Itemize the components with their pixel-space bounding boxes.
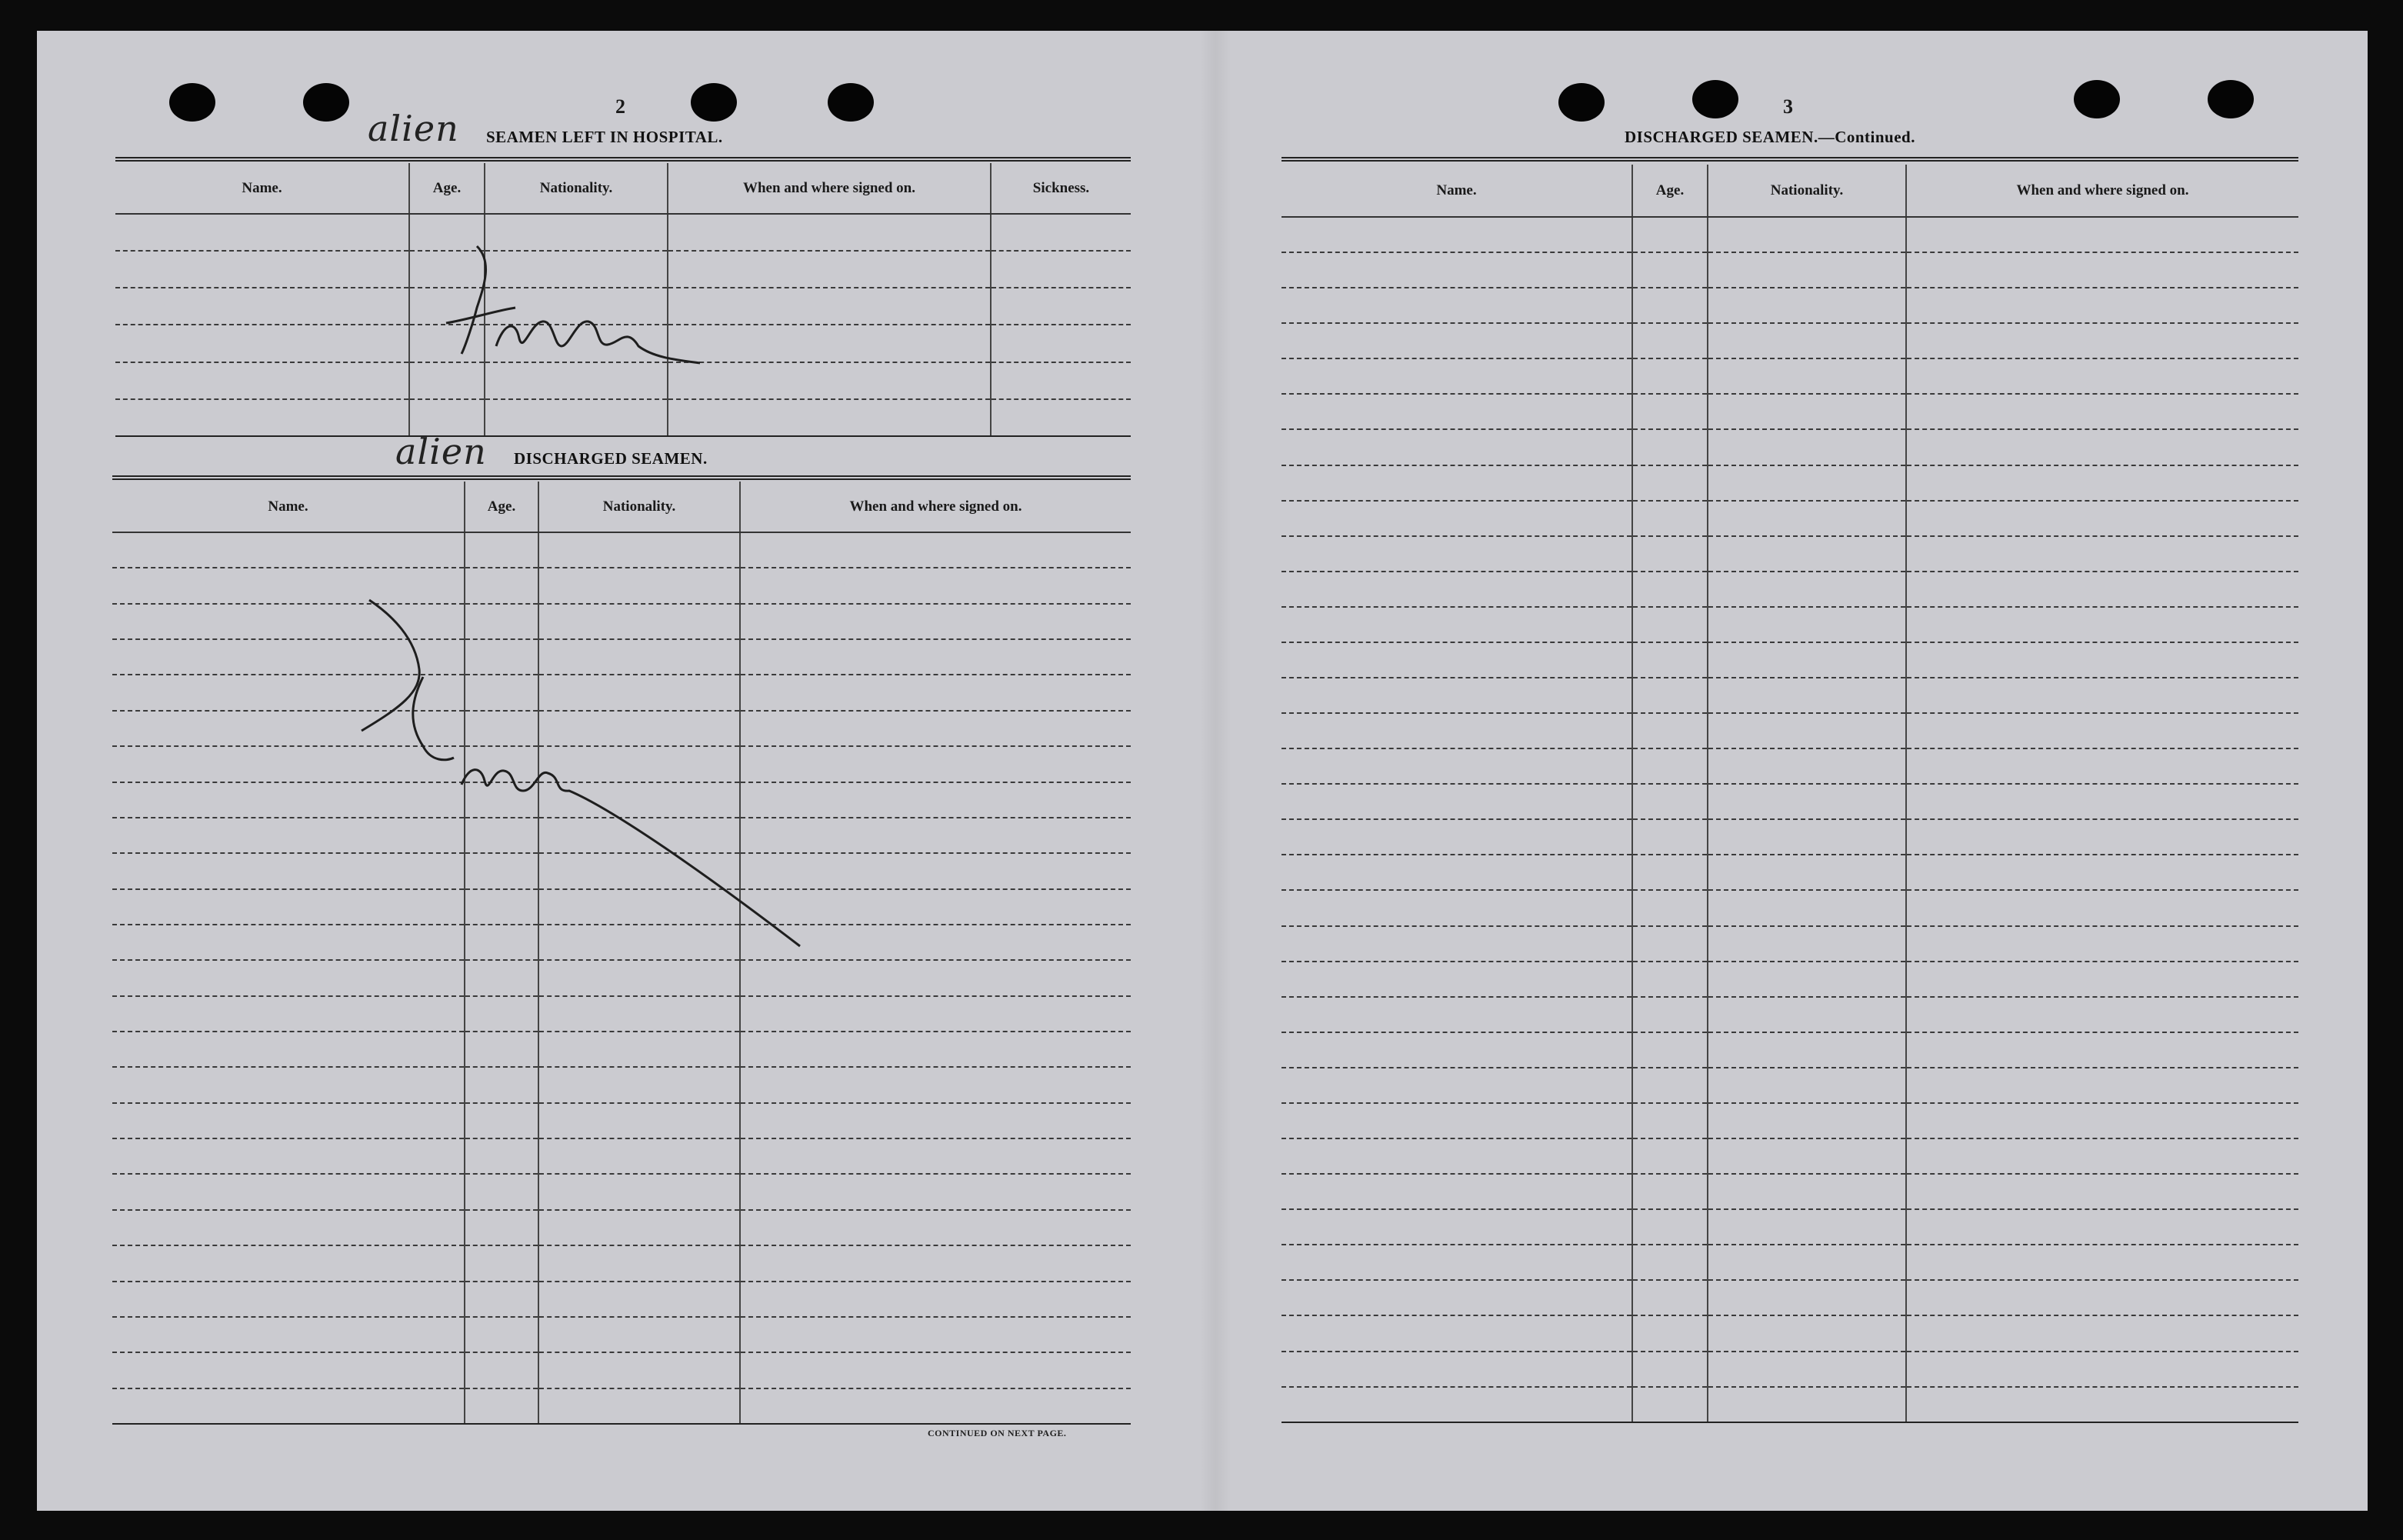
table-cell bbox=[1281, 1174, 1632, 1209]
table-cell bbox=[1281, 1280, 1632, 1315]
handwritten-none-discharged bbox=[346, 585, 823, 954]
table-cell bbox=[1632, 962, 1708, 997]
column-header-nationality: Nationality. bbox=[538, 482, 740, 532]
table-cell bbox=[1281, 642, 1632, 678]
handwritten-none-hospital-text: None bbox=[523, 272, 540, 278]
table-row bbox=[112, 960, 1131, 995]
table-cell bbox=[1281, 784, 1632, 819]
table-cell bbox=[1281, 997, 1632, 1032]
table-cell bbox=[1906, 1352, 2298, 1387]
table-cell bbox=[1281, 1352, 1632, 1387]
table-cell bbox=[1281, 323, 1632, 358]
table-cell bbox=[112, 1352, 465, 1388]
table-cell bbox=[1281, 1245, 1632, 1280]
table-row bbox=[1281, 394, 2298, 429]
table-cell bbox=[465, 1317, 538, 1352]
table-cell bbox=[1632, 819, 1708, 855]
table-row bbox=[112, 1032, 1131, 1067]
table-row bbox=[1281, 1032, 2298, 1068]
table-cell bbox=[1632, 1174, 1708, 1209]
table-cell bbox=[740, 1317, 1131, 1352]
table-row bbox=[1281, 997, 2298, 1032]
table-cell bbox=[1632, 501, 1708, 536]
table-cell bbox=[465, 960, 538, 995]
table-cell bbox=[1906, 1315, 2298, 1351]
table-cell bbox=[740, 1352, 1131, 1388]
table-cell bbox=[1281, 288, 1632, 323]
table-cell bbox=[1708, 784, 1906, 819]
table-cell bbox=[112, 1174, 465, 1209]
table-cell bbox=[538, 1282, 740, 1317]
table-cell bbox=[465, 1032, 538, 1067]
column-header-nationality: Nationality. bbox=[1708, 165, 1906, 217]
table-cell bbox=[1708, 890, 1906, 925]
table-cell bbox=[740, 532, 1131, 568]
table-cell bbox=[740, 1032, 1131, 1067]
page-fold bbox=[1200, 31, 1231, 1511]
table-cell bbox=[465, 996, 538, 1032]
table-cell bbox=[1708, 1352, 1906, 1387]
table-cell bbox=[1281, 855, 1632, 890]
table-cell bbox=[1632, 252, 1708, 288]
table-cell bbox=[1906, 1174, 2298, 1209]
table-cell bbox=[1708, 217, 1906, 252]
table-cell bbox=[1708, 1174, 1906, 1209]
table-cell bbox=[1281, 1103, 1632, 1138]
column-header-signed-on: When and where signed on. bbox=[740, 482, 1131, 532]
table-cell bbox=[1281, 429, 1632, 465]
table-cell bbox=[1708, 1245, 1906, 1280]
table-cell bbox=[1906, 217, 2298, 252]
table-cell bbox=[112, 1067, 465, 1102]
table-cell bbox=[1632, 713, 1708, 748]
table-cell bbox=[1708, 358, 1906, 394]
page-number-right: 3 bbox=[1783, 95, 1793, 118]
table-cell bbox=[465, 1138, 538, 1174]
table-cell bbox=[740, 996, 1131, 1032]
table-cell bbox=[115, 399, 409, 436]
table-cell bbox=[1708, 288, 1906, 323]
table-cell bbox=[538, 1032, 740, 1067]
table-cell bbox=[1708, 394, 1906, 429]
table-row bbox=[1281, 323, 2298, 358]
table-cell bbox=[1281, 1068, 1632, 1103]
table-cell bbox=[1632, 926, 1708, 962]
table-cell bbox=[538, 1103, 740, 1138]
table-cell bbox=[1632, 536, 1708, 572]
table-cell bbox=[1708, 642, 1906, 678]
table-cell bbox=[465, 1103, 538, 1138]
table-cell bbox=[538, 1174, 740, 1209]
table-cell bbox=[1906, 962, 2298, 997]
table-cell bbox=[1906, 713, 2298, 748]
table-cell bbox=[1906, 252, 2298, 288]
table-row bbox=[1281, 1352, 2298, 1387]
table-row bbox=[1281, 962, 2298, 997]
table-row bbox=[112, 1317, 1131, 1352]
table-cell bbox=[1708, 429, 1906, 465]
table-cell bbox=[1906, 926, 2298, 962]
table-row bbox=[112, 1103, 1131, 1138]
table-cell bbox=[1632, 323, 1708, 358]
table-cell bbox=[112, 1103, 465, 1138]
table-cell bbox=[538, 1388, 740, 1424]
right-top-rule bbox=[1281, 157, 2298, 162]
table-cell bbox=[1632, 607, 1708, 642]
handwritten-annotation-hospital: alien bbox=[368, 108, 459, 149]
punch-hole bbox=[1692, 80, 1738, 118]
column-header-name: Name. bbox=[115, 163, 409, 214]
table-cell bbox=[1281, 926, 1632, 962]
table-cell bbox=[465, 1174, 538, 1209]
punch-hole bbox=[2074, 80, 2120, 118]
column-header-signed-on: When and where signed on. bbox=[668, 163, 991, 214]
table-cell bbox=[1632, 784, 1708, 819]
table-row bbox=[1281, 288, 2298, 323]
table-cell bbox=[1281, 678, 1632, 713]
table-row bbox=[1281, 678, 2298, 713]
table-cell bbox=[538, 1352, 740, 1388]
section-title-discharged: DISCHARGED SEAMEN. bbox=[514, 449, 708, 468]
table-cell bbox=[1708, 536, 1906, 572]
table-cell bbox=[1906, 1032, 2298, 1068]
table-row bbox=[112, 1245, 1131, 1281]
table-cell bbox=[538, 1138, 740, 1174]
table-row bbox=[112, 1174, 1131, 1209]
table-cell bbox=[1632, 997, 1708, 1032]
table-cell bbox=[1632, 429, 1708, 465]
table-row bbox=[112, 1138, 1131, 1174]
table-cell bbox=[1281, 1032, 1632, 1068]
table-cell bbox=[1708, 962, 1906, 997]
table-row bbox=[1281, 1245, 2298, 1280]
punch-hole bbox=[691, 83, 737, 122]
table-cell bbox=[991, 288, 1131, 325]
table-row bbox=[1281, 784, 2298, 819]
table-cell bbox=[538, 1210, 740, 1245]
column-header-age: Age. bbox=[465, 482, 538, 532]
table-cell bbox=[740, 1174, 1131, 1209]
table-cell bbox=[1632, 1209, 1708, 1245]
table-cell bbox=[1632, 358, 1708, 394]
section-title-discharged-continued: DISCHARGED SEAMEN.—Continued. bbox=[1625, 128, 1915, 146]
table-cell bbox=[112, 996, 465, 1032]
table-cell bbox=[991, 214, 1131, 251]
table-cell bbox=[1708, 1068, 1906, 1103]
table-cell bbox=[538, 1317, 740, 1352]
table-cell bbox=[1906, 323, 2298, 358]
table-cell bbox=[1906, 358, 2298, 394]
table-cell bbox=[1906, 288, 2298, 323]
table-cell bbox=[1708, 1032, 1906, 1068]
table-cell bbox=[991, 325, 1131, 362]
table-cell bbox=[1708, 997, 1906, 1032]
table-cell bbox=[538, 996, 740, 1032]
table-cell bbox=[1906, 678, 2298, 713]
table-row bbox=[1281, 501, 2298, 536]
table-cell bbox=[538, 1245, 740, 1281]
continued-footer: CONTINUED ON NEXT PAGE. bbox=[928, 1428, 1067, 1438]
table-cell bbox=[1281, 713, 1632, 748]
handwritten-none-hospital bbox=[431, 231, 723, 377]
table-cell bbox=[740, 1245, 1131, 1281]
table-cell bbox=[112, 1388, 465, 1424]
table-cell bbox=[1708, 501, 1906, 536]
table-cell bbox=[1281, 394, 1632, 429]
table-cell bbox=[740, 1388, 1131, 1424]
table-cell bbox=[1632, 1245, 1708, 1280]
table-cell bbox=[1708, 572, 1906, 607]
table-cell bbox=[112, 532, 465, 568]
table-cell bbox=[1906, 394, 2298, 429]
table-row bbox=[1281, 819, 2298, 855]
table-cell bbox=[1708, 1315, 1906, 1351]
table-cell bbox=[1632, 890, 1708, 925]
table-cell bbox=[485, 399, 668, 436]
table-row bbox=[112, 1282, 1131, 1317]
table-cell bbox=[1281, 501, 1632, 536]
table-cell bbox=[1708, 855, 1906, 890]
table-cell bbox=[1906, 607, 2298, 642]
table-cell bbox=[112, 1032, 465, 1067]
table-row bbox=[1281, 748, 2298, 784]
table-cell bbox=[1708, 748, 1906, 784]
table-row bbox=[1281, 713, 2298, 748]
table-cell bbox=[1708, 678, 1906, 713]
table-row bbox=[112, 996, 1131, 1032]
table-cell bbox=[991, 251, 1131, 288]
column-header-age: Age. bbox=[1632, 165, 1708, 217]
table-row bbox=[112, 1210, 1131, 1245]
table-cell bbox=[538, 960, 740, 995]
table-cell bbox=[1281, 819, 1632, 855]
table-row bbox=[1281, 1174, 2298, 1209]
table-cell bbox=[1906, 819, 2298, 855]
table-cell bbox=[1906, 642, 2298, 678]
table-row bbox=[1281, 252, 2298, 288]
table-cell bbox=[1281, 572, 1632, 607]
column-header-signed-on: When and where signed on. bbox=[1906, 165, 2298, 217]
table-cell bbox=[465, 1388, 538, 1424]
table-cell bbox=[112, 1282, 465, 1317]
punch-hole bbox=[2208, 80, 2254, 118]
table-cell bbox=[1632, 288, 1708, 323]
table-cell bbox=[1708, 607, 1906, 642]
table-row bbox=[1281, 217, 2298, 252]
table-cell bbox=[991, 399, 1131, 436]
table-cell bbox=[465, 1245, 538, 1281]
table-cell bbox=[1906, 1138, 2298, 1174]
table-cell bbox=[538, 532, 740, 568]
table-cell bbox=[1708, 323, 1906, 358]
table-cell bbox=[1906, 784, 2298, 819]
table-cell bbox=[1632, 1068, 1708, 1103]
table-row bbox=[1281, 1068, 2298, 1103]
table-row bbox=[1281, 890, 2298, 925]
table-cell bbox=[1281, 1209, 1632, 1245]
table-cell bbox=[740, 1067, 1131, 1102]
table-row bbox=[1281, 429, 2298, 465]
table-cell bbox=[115, 362, 409, 399]
table-cell bbox=[1906, 1068, 2298, 1103]
table-cell bbox=[1906, 748, 2298, 784]
table-cell bbox=[1708, 1387, 1906, 1422]
table-cell bbox=[991, 362, 1131, 399]
column-header-nationality: Nationality. bbox=[485, 163, 668, 214]
table-cell bbox=[115, 214, 409, 251]
table-row bbox=[112, 532, 1131, 568]
column-header-sickness: Sickness. bbox=[991, 163, 1131, 214]
table-cell bbox=[1281, 358, 1632, 394]
table-cell bbox=[1906, 429, 2298, 465]
table-cell bbox=[1632, 1387, 1708, 1422]
table-cell bbox=[465, 1352, 538, 1388]
punch-hole bbox=[1558, 83, 1605, 122]
punch-hole bbox=[828, 83, 874, 122]
table-cell bbox=[1281, 1315, 1632, 1351]
table-cell bbox=[1906, 1245, 2298, 1280]
table-row bbox=[1281, 536, 2298, 572]
table-cell bbox=[1708, 465, 1906, 501]
table-row bbox=[1281, 642, 2298, 678]
table-cell bbox=[1281, 217, 1632, 252]
table-row bbox=[1281, 926, 2298, 962]
table-cell bbox=[538, 1067, 740, 1102]
table-cell bbox=[1708, 1138, 1906, 1174]
table-cell bbox=[1632, 572, 1708, 607]
table-cell bbox=[1708, 713, 1906, 748]
table-row bbox=[1281, 1103, 2298, 1138]
table-cell bbox=[465, 1210, 538, 1245]
table-cell bbox=[1632, 1103, 1708, 1138]
discharged-continued-ledger bbox=[1281, 165, 2298, 1423]
table-cell bbox=[1281, 536, 1632, 572]
table-cell bbox=[1632, 678, 1708, 713]
table-row bbox=[1281, 1209, 2298, 1245]
table-cell bbox=[740, 1138, 1131, 1174]
table-row bbox=[1281, 572, 2298, 607]
table-cell bbox=[112, 1245, 465, 1281]
table-cell bbox=[112, 1210, 465, 1245]
table-cell bbox=[112, 1138, 465, 1174]
table-cell bbox=[1281, 1138, 1632, 1174]
table-cell bbox=[1632, 394, 1708, 429]
table-cell bbox=[740, 960, 1131, 995]
table-cell bbox=[740, 1282, 1131, 1317]
hospital-top-rule bbox=[115, 157, 1131, 162]
table-cell bbox=[1281, 607, 1632, 642]
table-row bbox=[1281, 1315, 2298, 1351]
table-cell bbox=[1906, 1387, 2298, 1422]
table-cell bbox=[1906, 465, 2298, 501]
table-row bbox=[1281, 1387, 2298, 1422]
section-title-hospital: SEAMEN LEFT IN HOSPITAL. bbox=[486, 128, 723, 146]
table-cell bbox=[1906, 572, 2298, 607]
column-header-name: Name. bbox=[1281, 165, 1632, 217]
punch-hole bbox=[169, 83, 215, 122]
table-cell bbox=[1632, 465, 1708, 501]
table-row bbox=[112, 1067, 1131, 1102]
table-cell bbox=[1281, 465, 1632, 501]
table-cell bbox=[1632, 748, 1708, 784]
handwritten-none-discharged-text: None bbox=[469, 672, 486, 678]
table-cell bbox=[1708, 1280, 1906, 1315]
table-cell bbox=[1708, 926, 1906, 962]
table-cell bbox=[1632, 642, 1708, 678]
table-cell bbox=[1906, 536, 2298, 572]
table-cell bbox=[1708, 819, 1906, 855]
table-cell bbox=[1906, 890, 2298, 925]
table-cell bbox=[1632, 217, 1708, 252]
table-cell bbox=[112, 960, 465, 995]
table-row bbox=[112, 1388, 1131, 1424]
table-cell bbox=[1632, 855, 1708, 890]
table-cell bbox=[1906, 501, 2298, 536]
table-cell bbox=[1906, 1209, 2298, 1245]
table-row bbox=[1281, 358, 2298, 394]
table-row bbox=[1281, 1280, 2298, 1315]
table-cell bbox=[1632, 1032, 1708, 1068]
table-cell bbox=[1281, 252, 1632, 288]
table-cell bbox=[1632, 1352, 1708, 1387]
table-cell bbox=[1708, 1209, 1906, 1245]
table-cell bbox=[115, 325, 409, 362]
punch-hole bbox=[303, 83, 349, 122]
page-number-left: 2 bbox=[615, 95, 625, 118]
table-row bbox=[115, 399, 1131, 436]
handwritten-annotation-discharged: alien bbox=[395, 431, 487, 472]
table-cell bbox=[1906, 855, 2298, 890]
table-cell bbox=[115, 288, 409, 325]
table-cell bbox=[112, 1317, 465, 1352]
table-cell bbox=[1632, 1138, 1708, 1174]
table-cell bbox=[1281, 962, 1632, 997]
table-cell bbox=[1281, 748, 1632, 784]
table-cell bbox=[465, 532, 538, 568]
table-cell bbox=[1281, 1387, 1632, 1422]
table-cell bbox=[1708, 1103, 1906, 1138]
table-cell bbox=[465, 1282, 538, 1317]
discharged-top-rule bbox=[112, 475, 1131, 480]
table-cell bbox=[1708, 252, 1906, 288]
table-row bbox=[1281, 607, 2298, 642]
table-cell bbox=[1632, 1315, 1708, 1351]
table-cell bbox=[668, 399, 991, 436]
table-row bbox=[1281, 1138, 2298, 1174]
column-header-name: Name. bbox=[112, 482, 465, 532]
table-cell bbox=[1906, 1280, 2298, 1315]
table-cell bbox=[1906, 1103, 2298, 1138]
table-cell bbox=[740, 1210, 1131, 1245]
table-cell bbox=[740, 1103, 1131, 1138]
table-cell bbox=[115, 251, 409, 288]
table-row bbox=[1281, 855, 2298, 890]
table-cell bbox=[1281, 890, 1632, 925]
table-row bbox=[1281, 465, 2298, 501]
table-cell bbox=[465, 1067, 538, 1102]
table-row bbox=[112, 1352, 1131, 1388]
table-cell bbox=[1632, 1280, 1708, 1315]
column-header-age: Age. bbox=[409, 163, 485, 214]
table-cell bbox=[1906, 997, 2298, 1032]
